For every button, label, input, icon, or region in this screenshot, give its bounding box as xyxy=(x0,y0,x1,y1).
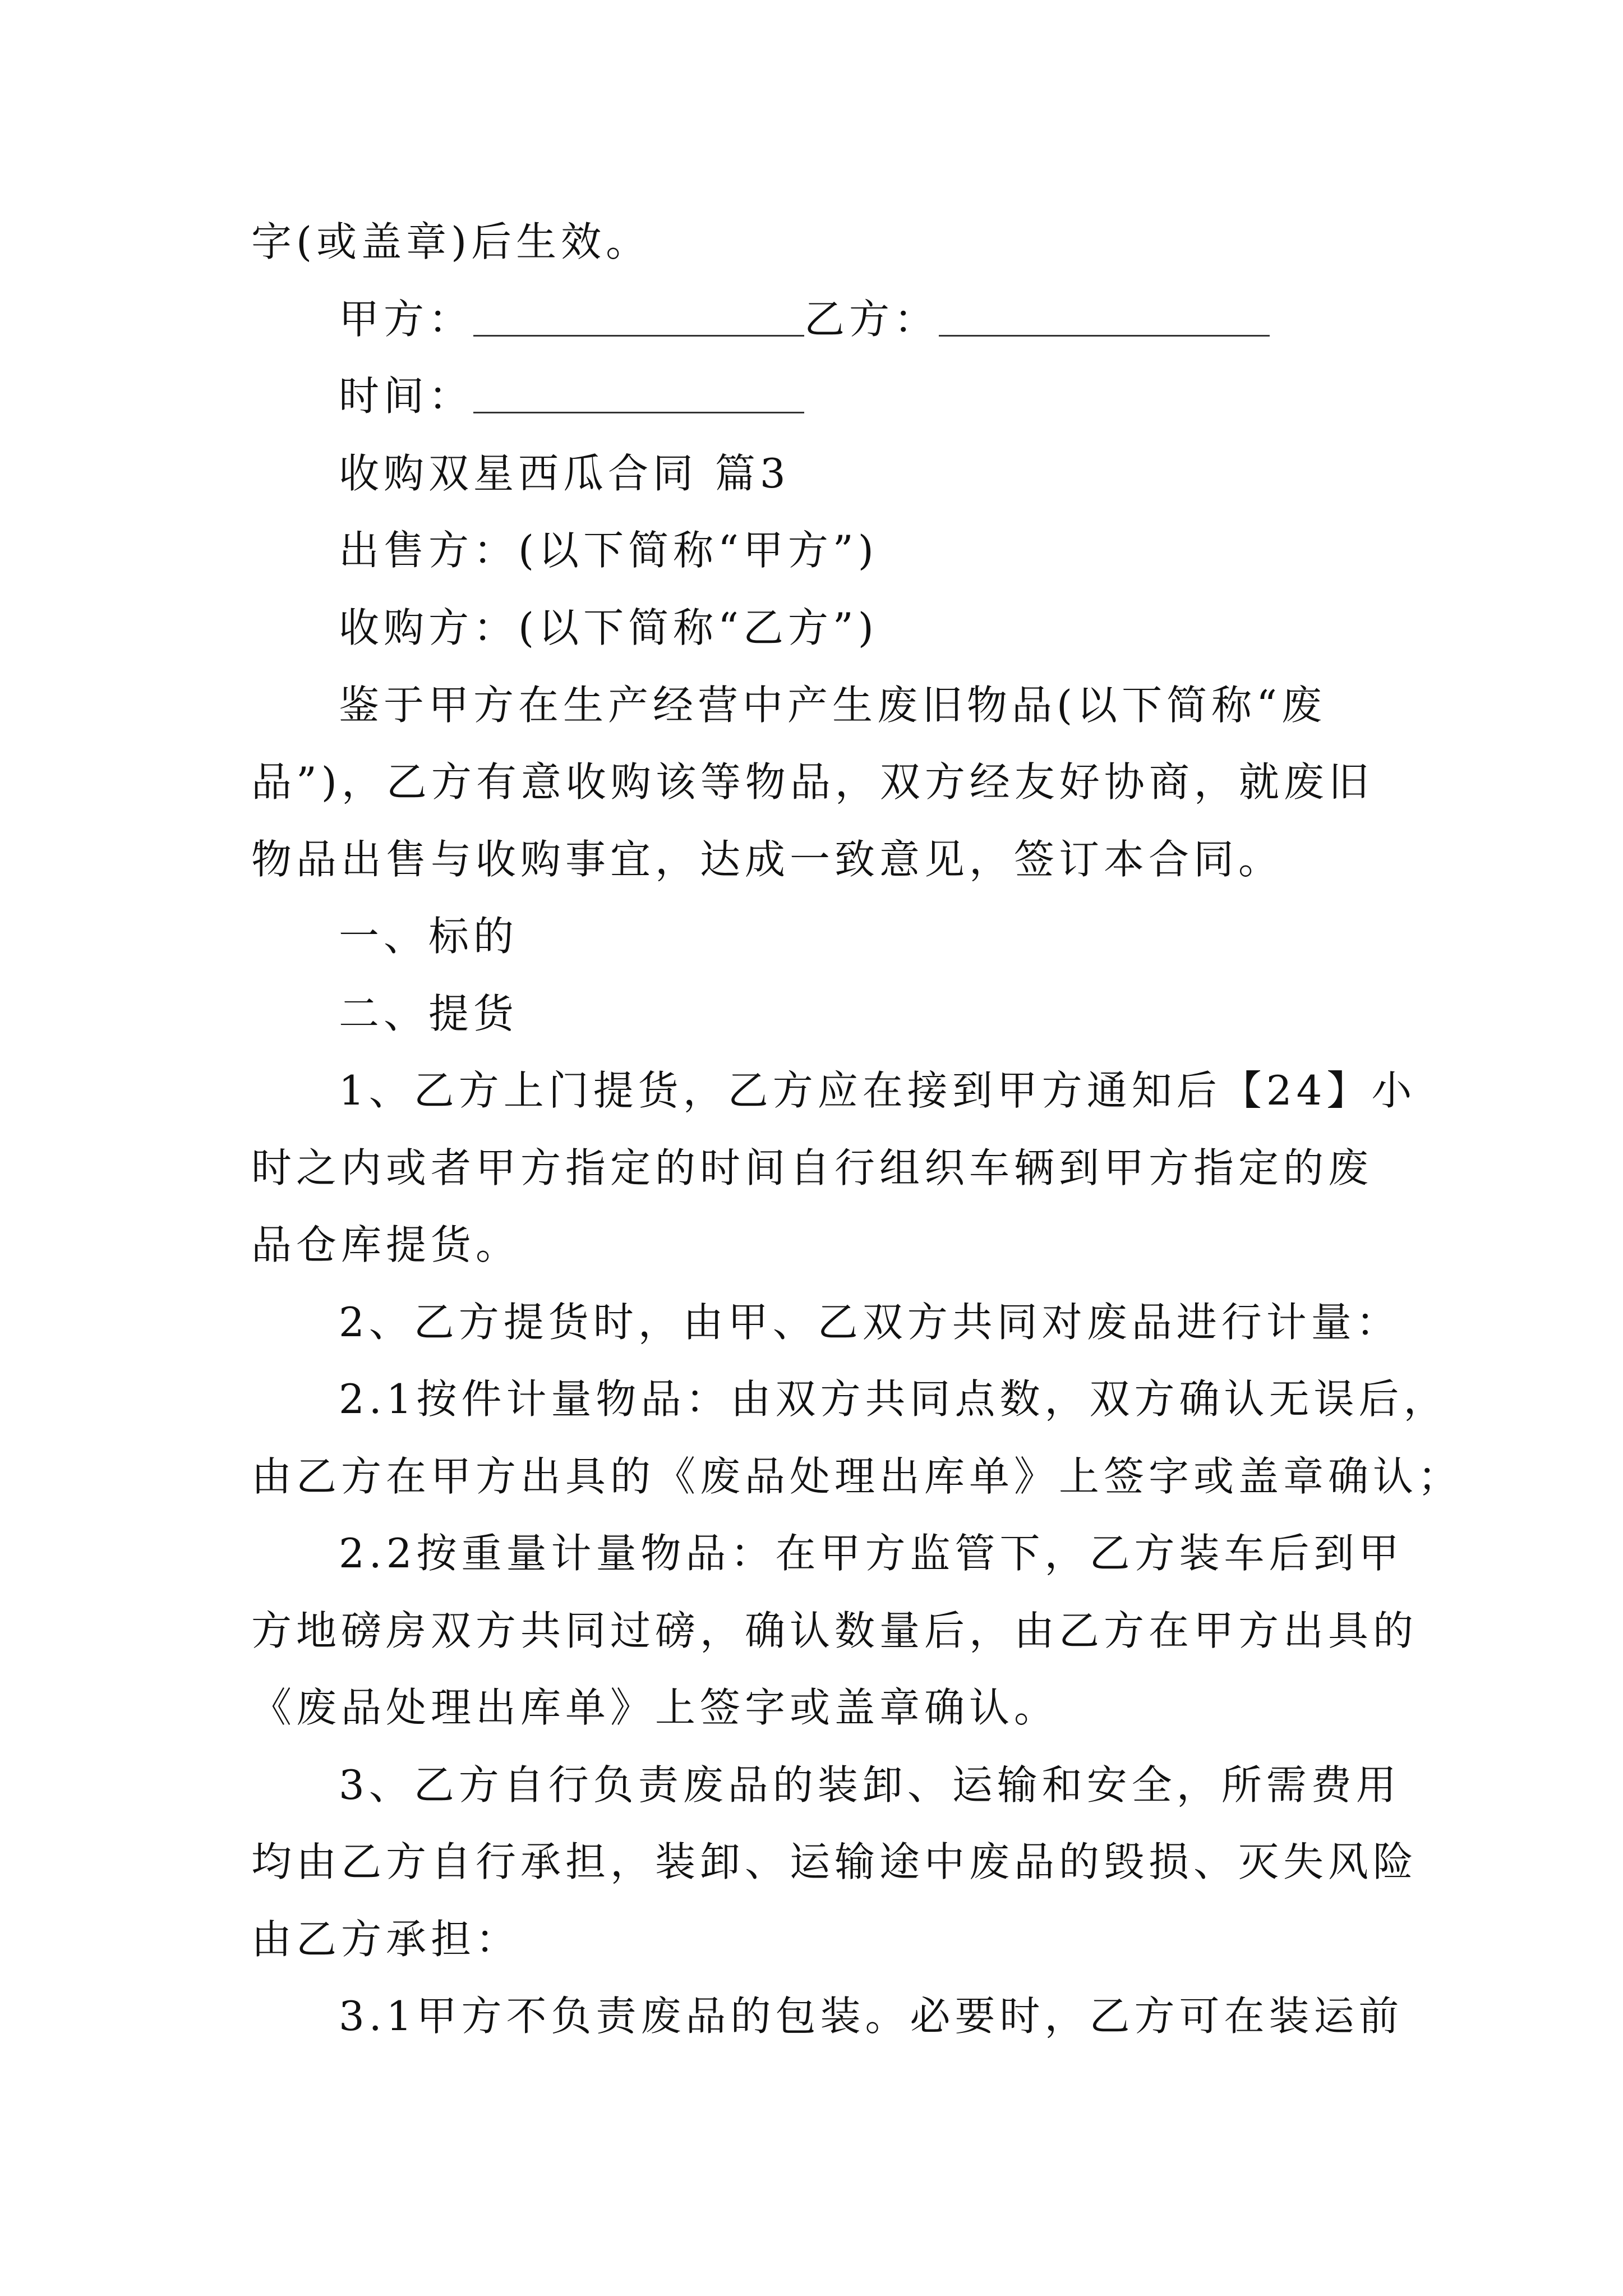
text-line: 2、乙方提货时，由甲、乙双方共同对废品进行计量： xyxy=(339,1299,1401,1346)
heading-line: 二、提货 xyxy=(339,990,519,1037)
text-line: 均由乙方自行承担，装卸、运输途中废品的毁损、灭失风险 xyxy=(251,1838,1418,1885)
text-line: 3.1甲方不负责废品的包装。必要时，乙方可在装运前 xyxy=(339,1993,1404,2040)
text-line: 1、乙方上门提货，乙方应在接到甲方通知后【24】小 xyxy=(339,1067,1417,1114)
text-line: 由乙方承担： xyxy=(251,1916,521,1963)
text-line: 鉴于甲方在生产经营中产生废旧物品(以下简称“废 xyxy=(339,682,1326,729)
text-line: 2.2按重量计量物品：在甲方监管下，乙方装车后到甲 xyxy=(339,1530,1404,1577)
signature-line-time xyxy=(339,372,804,420)
text-line: 出售方：(以下简称“甲方”) xyxy=(339,527,878,574)
heading-line: 一、标的 xyxy=(339,913,519,960)
text-line: 由乙方在甲方出具的《废品处理出库单》上签字或盖章确认； xyxy=(251,1453,1463,1500)
party-b-blank xyxy=(939,335,1270,337)
text-line: 字(或盖章)后生效。 xyxy=(251,218,651,265)
time-label: 时间： xyxy=(339,372,474,420)
signature-line-party-a xyxy=(339,296,1270,343)
party-b-label: 乙方： xyxy=(804,296,939,343)
text-line: 收购方：(以下简称“乙方”) xyxy=(339,604,878,651)
party-a-label: 甲方： xyxy=(339,296,474,343)
text-line: 2.1按件计量物品：由双方共同点数，双方确认无误后， xyxy=(339,1375,1449,1423)
text-line: 3、乙方自行负责废品的装卸、运输和安全，所需费用 xyxy=(339,1761,1401,1809)
time-blank xyxy=(473,412,804,413)
text-line: 时之内或者甲方指定的时间自行组织车辆到甲方指定的废 xyxy=(251,1144,1373,1191)
text-line: 品”)，乙方有意收购该等物品，双方经友好协商，就废旧 xyxy=(251,758,1373,806)
text-line: 《废品处理出库单》上签字或盖章确认。 xyxy=(251,1684,1059,1731)
section-title: 收购双星西瓜合同 篇3 xyxy=(339,450,790,497)
party-a-blank xyxy=(473,335,804,337)
text-line: 物品出售与收购事宜，达成一致意见，签订本合同。 xyxy=(251,836,1284,883)
text-line: 方地磅房双方共同过磅，确认数量后，由乙方在甲方出具的 xyxy=(251,1607,1418,1654)
text-line: 品仓库提货。 xyxy=(251,1221,521,1268)
